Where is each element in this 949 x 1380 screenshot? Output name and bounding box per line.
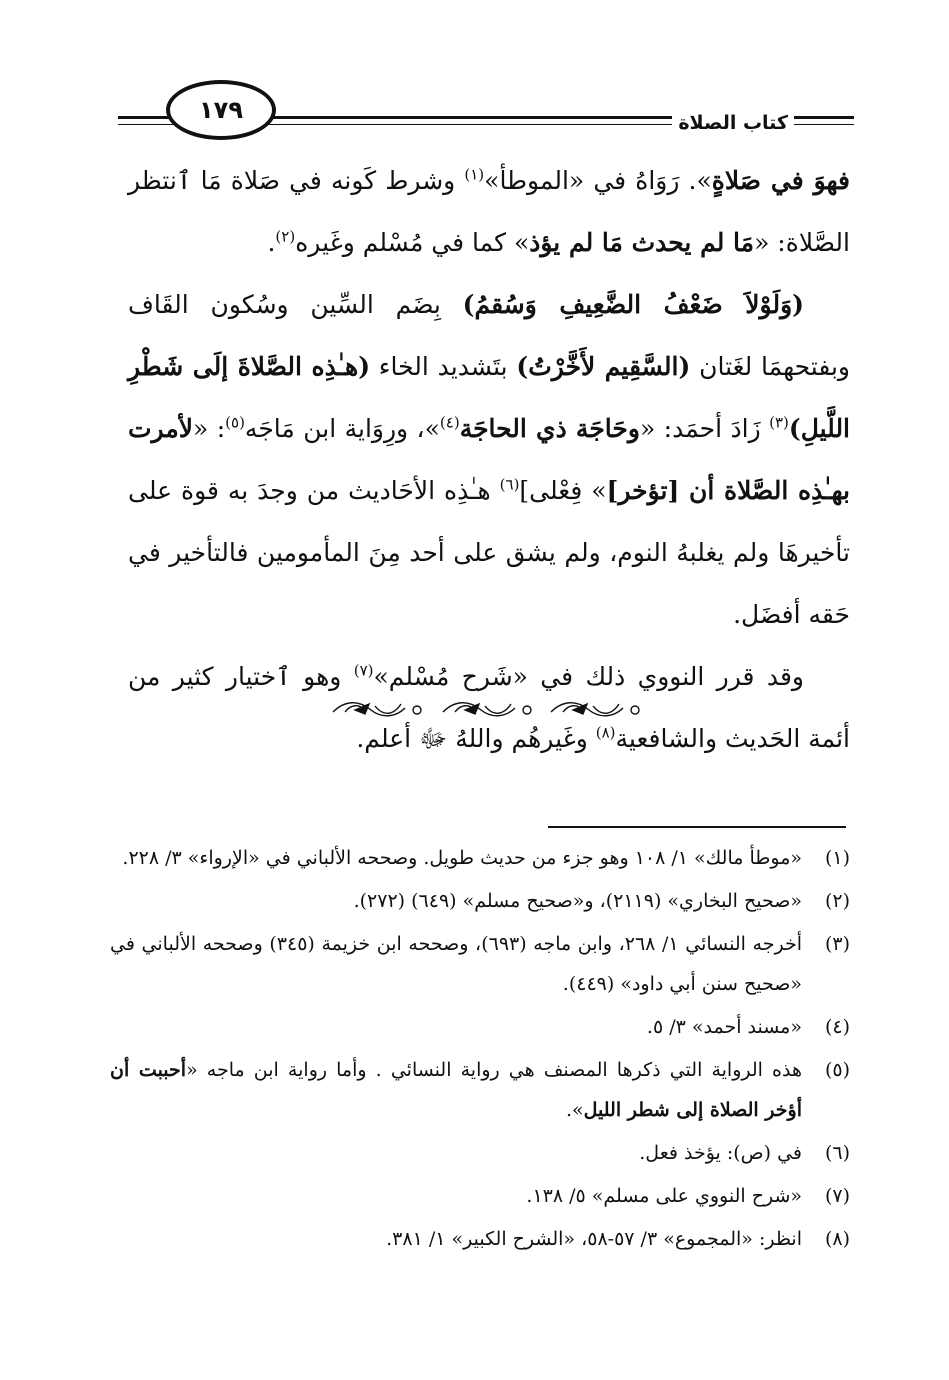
footnote-item bbox=[110, 838, 850, 878]
text-run: » فِعْلى] bbox=[519, 476, 607, 505]
section-divider-ornament bbox=[325, 690, 645, 730]
footnote-text: أخرجه النسائي ١/ ٢٦٨، وابن ماجه (٦٩٣)، وصححه ابن خزيمة (٣٤٥) وصححه الألباني في «صحيح سنن أبي داود» (٤٤٩). bbox=[110, 933, 802, 995]
matn-bold: (هـٰذِه الصَّلاةَ إلَى شَطْرِ اللَّيلِ) bbox=[128, 352, 851, 443]
text-run: هـٰذِه الأحَاديث من وجدَ به قوة على تأخيرهَا ولم يغلبهُ النوم، ولم يشق على أحد مِنَ المأمومين فالتأخير في حَقه أفضَل. bbox=[128, 476, 850, 629]
matn-bold: (وَلَوْلاَ ضَعْفُ الضَّعِيفِ وَسُقمُ) bbox=[462, 290, 804, 319]
quote-bold: فهوَ في صَلاةٍ bbox=[711, 166, 850, 195]
ornament-unit bbox=[333, 703, 421, 716]
paragraph-1 bbox=[128, 150, 850, 274]
footnote-text: «صحيح البخاري» (٢١١٩)، و«صحيح مسلم» (٦٤٩) (٢٧٢). bbox=[353, 890, 802, 912]
footnote-text: في (ص): يؤخذ فعل. bbox=[639, 1142, 802, 1164]
text-run: بتَشديد الخاء bbox=[370, 352, 517, 381]
footnote-item bbox=[110, 924, 850, 1004]
footnote-ref[interactable]: (١) bbox=[464, 165, 485, 184]
footnote-text: «موطأ مالك» ١/ ١٠٨ وهو جزء من حديث طويل. وصححه الألباني في «الإرواء» ٣/ ٢٢٨. bbox=[122, 847, 802, 869]
footnote-number: (٤) bbox=[824, 1016, 850, 1038]
text-run: : « bbox=[192, 414, 226, 443]
footnote-number: (٢) bbox=[824, 890, 850, 912]
footnote-item bbox=[110, 1133, 850, 1173]
text-run: »، ورِوَاية ابن مَاجَه bbox=[244, 414, 440, 443]
text-run: وهو ٱختيار كثير من أئمة الحَديث والشافعية bbox=[128, 662, 850, 753]
footnote-item bbox=[110, 1007, 850, 1047]
footnote-ref[interactable]: (٤) bbox=[439, 413, 460, 432]
quote-bold: لأمرت بهـٰذِه الصَّلاة أن [تؤخر] bbox=[128, 414, 850, 505]
footnote-ref[interactable]: (٥) bbox=[225, 413, 245, 432]
page-number: ١٧٩ bbox=[199, 96, 243, 124]
footnote-ref[interactable]: (٧) bbox=[353, 661, 374, 680]
footnote-text: «شرح النووي على مسلم» ٥/ ١٣٨. bbox=[526, 1185, 802, 1207]
page-header bbox=[118, 78, 854, 148]
text-run: . bbox=[267, 228, 276, 257]
text-run: وقد قرر النووي ذلك في «شَرح مُسْلم» bbox=[373, 662, 804, 691]
text-run: ». bbox=[565, 1099, 584, 1121]
footnote-item bbox=[110, 881, 850, 921]
footnote-item bbox=[110, 1176, 850, 1216]
quote-bold: مَا لم يحدث مَا لم يؤذ bbox=[529, 228, 755, 257]
header-rule-left-thin bbox=[118, 124, 178, 125]
footnote-ref[interactable]: (٢) bbox=[275, 227, 296, 246]
footnote-number: (٣) bbox=[824, 933, 850, 955]
text-run: زَادَ أحمَد: « bbox=[639, 414, 770, 443]
footnotes bbox=[110, 838, 850, 1262]
footnote-number: (١) bbox=[824, 847, 850, 869]
footnote-item bbox=[110, 1050, 850, 1130]
footnote-text: انظر: «المجموع» ٣/ ٥٧-٥٨، «الشرح الكبير» ١/ ٣٨١. bbox=[386, 1228, 802, 1250]
main-text bbox=[128, 150, 850, 770]
footnote-separator bbox=[548, 826, 846, 828]
footnote-number: (٦) bbox=[824, 1142, 850, 1164]
text-run: هذه الرواية التي ذكرها المصنف هي رواية النسائي . وأما رواية ابن ماجه « bbox=[186, 1059, 802, 1081]
text-run: بِضَم السِّين وسُكون القَاف وبفتحهمَا لغَتان bbox=[128, 290, 851, 381]
text-run: » كما في مُسْلم وغَيره bbox=[295, 228, 530, 257]
running-title: كتاب الصلاة bbox=[672, 112, 794, 134]
text-run: وغَيرهُم واللهُ ﷻ أعلم. bbox=[356, 724, 596, 753]
footnote-text bbox=[110, 1050, 802, 1130]
quote-bold: وحَاجَة ذي الحاجَة bbox=[459, 414, 640, 443]
footnote-ref[interactable]: (٨) bbox=[595, 723, 616, 742]
page-number-badge bbox=[166, 80, 276, 140]
footnote-ref[interactable]: (٣) bbox=[769, 413, 789, 432]
text-run: ». رَوَاهُ في «الموطأ» bbox=[484, 166, 712, 195]
paragraph-2 bbox=[128, 274, 850, 646]
ornament-unit bbox=[443, 703, 531, 716]
footnote-number: (٥) bbox=[824, 1059, 850, 1081]
quote-bold: أحببت أن أؤخر الصلاة إلى شطر الليل bbox=[110, 1059, 802, 1121]
footnote-number: (٧) bbox=[824, 1185, 850, 1207]
footnote-ref[interactable]: (٦) bbox=[499, 475, 520, 494]
footnote-text: «مسند أحمد» ٣/ ٥. bbox=[646, 1016, 802, 1038]
text-run: وشرط كَونه في صَلاة مَا ٱنتظر الصَّلاة: « bbox=[128, 166, 850, 257]
footnote-number: (٨) bbox=[824, 1228, 850, 1250]
ornament-unit bbox=[551, 703, 639, 716]
footnote-item bbox=[110, 1219, 850, 1259]
matn-bold: (السَّقِيم لأَخَّرْتُ) bbox=[516, 352, 691, 381]
